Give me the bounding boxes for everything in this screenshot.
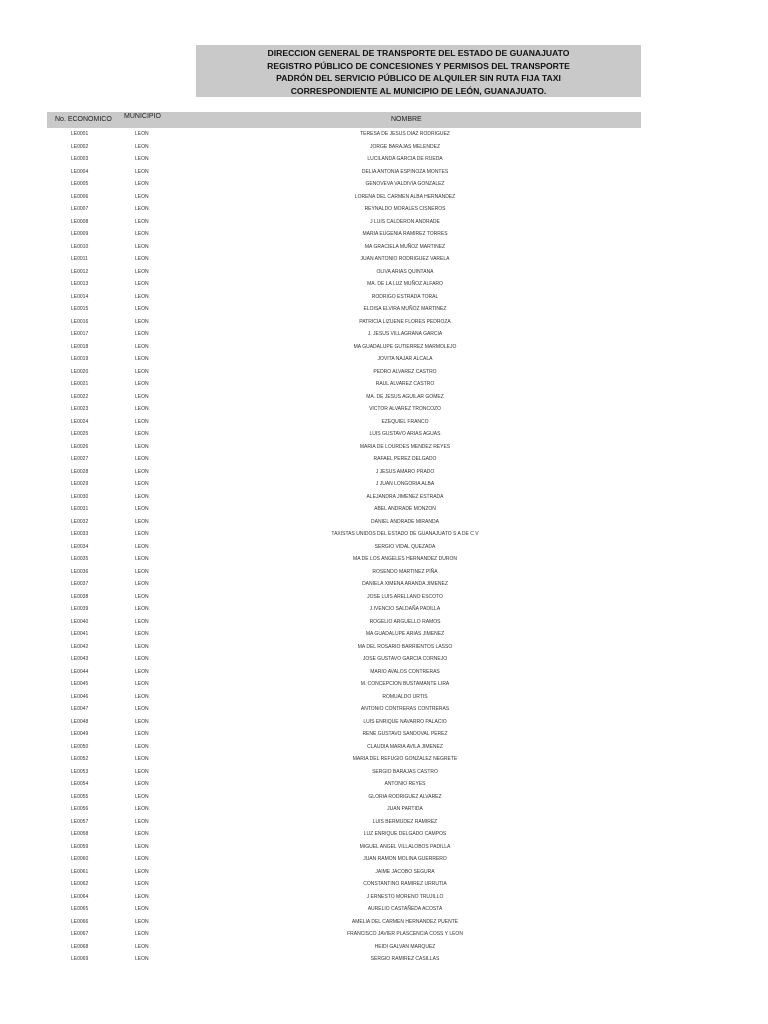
cell-nombre: SERGIO VIDAL QUEZADA <box>374 543 436 550</box>
cell-nombre: RAFAEL PEREZ DELGADO <box>373 456 437 462</box>
cell-nombre: PEDRO ALVAREZ CASTRO <box>373 368 437 375</box>
table-row <box>47 441 641 454</box>
cell-no-economico: LE0056 <box>71 806 89 812</box>
cell-nombre: JOSE LUIS ARELLANO ESCOTO <box>367 593 443 600</box>
cell-municipio: LEON <box>135 718 149 725</box>
table-row <box>47 241 641 254</box>
table-row <box>47 866 641 879</box>
table-row <box>47 491 641 504</box>
cell-nombre: JUAN RAMON MOLINA GUERRERO <box>363 856 447 862</box>
cell-nombre: DANIEL ANDRADE MIRANDA <box>371 518 439 525</box>
cell-no-economico: LE0018 <box>71 343 89 350</box>
cell-no-economico: LE0007 <box>71 206 89 212</box>
cell-no-economico: LE0002 <box>71 143 89 150</box>
cell-nombre: ROGELIO ARGUELLO RAMOS <box>369 618 441 625</box>
cell-municipio: LEON <box>135 943 149 950</box>
table-row <box>47 528 641 541</box>
table-row <box>47 941 641 954</box>
table-row <box>47 903 641 916</box>
cell-municipio: LEON <box>135 456 149 462</box>
table-row <box>47 678 641 691</box>
cell-nombre: J JESUS AMARO PRADO <box>375 468 435 475</box>
cell-municipio: LEON <box>135 343 149 350</box>
cell-nombre: DELIA ANTONIA ESPINOZA MONTES <box>361 168 449 175</box>
cell-no-economico: LE0057 <box>71 818 89 825</box>
cell-no-economico: LE0046 <box>71 693 89 700</box>
table-row <box>47 316 641 329</box>
cell-nombre: LUIS BERMUDEZ RAMIREZ <box>372 818 438 825</box>
cell-nombre: MA GUADALUPE ARIAS JIMENEZ <box>365 631 445 637</box>
cell-nombre: LUIS ENRIQUE NAVARRO PALACIO <box>363 718 447 725</box>
cell-no-economico: LE0035 <box>71 556 89 562</box>
table-row <box>47 466 641 479</box>
cell-no-economico: LE0029 <box>71 481 89 487</box>
cell-no-economico: LE0054 <box>71 781 89 787</box>
cell-nombre: JOSE GUSTAVO GARCIA CORNEJO <box>362 656 448 662</box>
table-row <box>47 666 641 679</box>
cell-nombre: SERGIO BARAJAS CASTRO <box>372 768 438 775</box>
cell-no-economico: LE0068 <box>71 943 89 950</box>
cell-no-economico: LE0050 <box>71 743 89 750</box>
cell-municipio: LEON <box>135 743 149 750</box>
table-row <box>47 653 641 666</box>
cell-nombre: J. JESUS VILLAGRANA GARCIA <box>367 331 443 337</box>
cell-no-economico: LE0016 <box>71 318 89 325</box>
cell-nombre: ANTONIO CONTRERAS CONTRERAS <box>360 706 450 712</box>
cell-no-economico: LE0011 <box>71 256 88 262</box>
table-row <box>47 778 641 791</box>
cell-no-economico: LE0032 <box>71 518 89 525</box>
cell-municipio: LEON <box>135 956 149 962</box>
cell-municipio: LEON <box>135 256 149 262</box>
cell-nombre: AURELIO CASTAÑEDA ACOSTA <box>367 906 443 912</box>
cell-no-economico: LE0066 <box>71 918 89 925</box>
cell-municipio: LEON <box>135 318 149 325</box>
cell-nombre: ROMUALDO URTIS <box>382 693 428 700</box>
header-title-line-4: CORRESPONDIENTE AL MUNICIPIO DE LEÓN, GUANAJUATO. <box>290 85 547 96</box>
table-row <box>47 366 641 379</box>
table-row <box>47 378 641 391</box>
table-row <box>47 878 641 891</box>
cell-nombre: DANIELA XIMENA ARANDA JIMENEZ <box>362 581 448 587</box>
table-row <box>47 616 641 629</box>
table-row <box>47 828 641 841</box>
cell-nombre: J ERNESTO MORENO TRUJILLO <box>366 893 444 900</box>
table-row <box>47 503 641 516</box>
cell-municipio: LEON <box>135 543 149 550</box>
cell-no-economico: LE0038 <box>71 593 89 600</box>
cell-municipio: LEON <box>135 468 149 475</box>
cell-no-economico: LE0067 <box>71 931 89 937</box>
cell-municipio: LEON <box>135 768 149 775</box>
table-row <box>47 141 641 154</box>
cell-municipio: LEON <box>135 231 149 237</box>
cell-nombre: MA. DE JESUS AGUILAR GOMEZ <box>366 393 444 400</box>
column-header-no-economico: No. ECONOMICO <box>55 116 112 123</box>
cell-no-economico: LE0055 <box>71 793 89 800</box>
cell-no-economico: LE0010 <box>71 243 89 250</box>
table-row <box>47 953 641 966</box>
cell-no-economico: LE0058 <box>71 831 89 837</box>
cell-no-economico: LE0026 <box>71 443 89 450</box>
table-row <box>47 291 641 304</box>
table-row <box>47 853 641 866</box>
table-row <box>47 303 641 316</box>
table-row <box>47 728 641 741</box>
table-row <box>47 553 641 566</box>
table-row <box>47 453 641 466</box>
cell-no-economico: LE0037 <box>71 581 89 587</box>
cell-municipio: LEON <box>135 818 149 825</box>
cell-nombre: ROSENDO MARTINEZ PIÑA <box>372 568 438 575</box>
cell-nombre: CLAUDIA MARIA AVILA JIMENEZ <box>367 743 443 750</box>
table-row <box>47 128 641 141</box>
table-row <box>47 203 641 216</box>
cell-no-economico: LE0030 <box>71 493 89 500</box>
cell-nombre: J LUIS CALDERON ANDRADE <box>370 218 440 225</box>
cell-no-economico: LE0021 <box>71 381 89 387</box>
cell-municipio: LEON <box>135 806 149 812</box>
cell-municipio: LEON <box>135 881 149 887</box>
cell-municipio: LEON <box>135 506 149 512</box>
cell-municipio: LEON <box>135 556 149 562</box>
table-row <box>47 841 641 854</box>
table-row <box>47 191 641 204</box>
cell-municipio: LEON <box>135 368 149 375</box>
table-row <box>47 691 641 704</box>
cell-no-economico: LE0061 <box>71 868 89 875</box>
cell-nombre: EZEQUIEL FRANCO <box>381 418 429 425</box>
table-row <box>47 628 641 641</box>
cell-municipio: LEON <box>135 868 149 875</box>
cell-municipio: LEON <box>135 781 149 787</box>
table-row <box>47 478 641 491</box>
cell-nombre: VICTOR ALVAREZ TRONCOZO <box>369 406 441 412</box>
cell-municipio: LEON <box>135 143 149 150</box>
cell-municipio: LEON <box>135 906 149 912</box>
cell-municipio: LEON <box>135 731 149 737</box>
cell-no-economico: LE0036 <box>71 568 89 575</box>
table-row <box>47 428 641 441</box>
cell-municipio: LEON <box>135 856 149 862</box>
table-row <box>47 641 641 654</box>
cell-municipio: LEON <box>135 331 149 337</box>
cell-no-economico: LE0006 <box>71 193 89 200</box>
cell-no-economico: LE0023 <box>71 406 89 412</box>
table-row <box>47 791 641 804</box>
table-row <box>47 766 641 779</box>
cell-no-economico: LE0034 <box>71 543 89 550</box>
header-title-line-2: REGISTRO PÚBLICO DE CONCESIONES Y PERMISOS DEL TRANSPORTE <box>267 60 570 71</box>
cell-municipio: LEON <box>135 531 149 537</box>
cell-municipio: LEON <box>135 281 149 287</box>
cell-no-economico: LE0042 <box>71 643 89 650</box>
cell-nombre: LUZ ENRIQUE DELGADO CAMPOS <box>363 831 447 837</box>
cell-nombre: M. CONCEPCION BUSTAMANTE LIRA <box>360 681 450 687</box>
cell-nombre: RENE GUSTAVO SANDOVAL PEREZ <box>362 731 448 737</box>
table-row <box>47 578 641 591</box>
cell-municipio: LEON <box>135 293 149 300</box>
table-row <box>47 178 641 191</box>
cell-municipio: LEON <box>135 793 149 800</box>
cell-no-economico: LE0047 <box>71 706 89 712</box>
table-row <box>47 703 641 716</box>
cell-nombre: ELOISA ELVIRA MUÑOZ MARTINEZ <box>363 306 447 312</box>
cell-nombre: MA DE LOS ANGELES HERNANDEZ DURON <box>353 556 457 562</box>
cell-nombre: AMELIA DEL CARMEN HERNANDEZ PUENTE <box>351 918 459 925</box>
cell-municipio: LEON <box>135 443 149 450</box>
cell-no-economico: LE0048 <box>71 718 89 725</box>
cell-municipio: LEON <box>135 568 149 575</box>
cell-nombre: ABEL ANDRADE MONZON <box>374 506 436 512</box>
table-row <box>47 541 641 554</box>
cell-no-economico: LE0028 <box>71 468 89 475</box>
cell-municipio: LEON <box>135 693 149 700</box>
cell-nombre: MA GRACIELA MUÑOZ MARTINEZ <box>364 243 446 250</box>
cell-no-economico: LE0013 <box>71 281 89 287</box>
cell-municipio: LEON <box>135 156 149 162</box>
cell-nombre: REYNALDO MORALES CISNEROS <box>364 206 446 212</box>
cell-municipio: LEON <box>135 831 149 837</box>
cell-no-economico: LE0008 <box>71 218 89 225</box>
cell-nombre: ALEJANDRA JIMENEZ ESTRADA <box>366 493 444 500</box>
cell-nombre: LUIS GUSTAVO ARIAS AGUAS <box>369 431 441 437</box>
cell-no-economico: LE0052 <box>71 756 89 762</box>
cell-municipio: LEON <box>135 181 149 187</box>
cell-no-economico: LE0015 <box>71 306 89 312</box>
table-row <box>47 803 641 816</box>
header-title-line-1: DIRECCION GENERAL DE TRANSPORTE DEL ESTADO DE GUANAJUATO <box>267 48 570 58</box>
cell-municipio: LEON <box>135 581 149 587</box>
cell-nombre: CONSTANTINO RAMIREZ URRUTIA <box>363 881 447 887</box>
cell-municipio: LEON <box>135 218 149 225</box>
cell-municipio: LEON <box>135 431 149 437</box>
cell-nombre: JORGE BARAJAS MELENDEZ <box>369 143 440 150</box>
cell-no-economico: LE0024 <box>71 418 89 425</box>
cell-no-economico: LE0045 <box>71 681 89 687</box>
cell-no-economico: LE0049 <box>71 731 89 737</box>
cell-municipio: LEON <box>135 243 149 250</box>
table-row <box>47 928 641 941</box>
cell-nombre: PATRICIA LIZUENE FLORES PEDROZA <box>359 318 451 325</box>
cell-no-economico: LE0041 <box>71 631 89 637</box>
cell-nombre: ANTONIO REYES <box>384 781 426 787</box>
cell-municipio: LEON <box>135 393 149 400</box>
table-row <box>47 916 641 929</box>
cell-no-economico: LE0060 <box>71 856 89 862</box>
cell-no-economico: LE0005 <box>71 181 89 187</box>
cell-no-economico: LE0069 <box>71 956 89 962</box>
cell-municipio: LEON <box>135 893 149 900</box>
table-row <box>47 403 641 416</box>
cell-no-economico: LE0033 <box>71 531 89 537</box>
table-row <box>47 716 641 729</box>
cell-nombre: LUCILANDA GARCIA DE RUEDA <box>367 156 443 162</box>
cell-municipio: LEON <box>135 193 149 200</box>
cell-no-economico: LE0019 <box>71 356 89 362</box>
cell-municipio: LEON <box>135 168 149 175</box>
cell-nombre: LORENA DEL CARMEN ALBA HERNANDEZ <box>354 193 456 200</box>
table-row <box>47 353 641 366</box>
cell-no-economico: LE0001 <box>71 131 89 137</box>
cell-municipio: LEON <box>135 756 149 762</box>
cell-no-economico: LE0009 <box>71 231 89 237</box>
cell-nombre: J JUAN LONGORIA ALBA <box>375 481 435 487</box>
cell-no-economico: LE0043 <box>71 656 89 662</box>
cell-municipio: LEON <box>135 418 149 425</box>
cell-nombre: GENOVEVA VALDIVIA GONZALEZ <box>365 181 445 187</box>
cell-nombre: JAIME JACOBO SEGURA <box>375 868 435 875</box>
cell-nombre: MARIO AVALOS CONTRERAS <box>370 668 440 675</box>
cell-no-economico: LE0064 <box>71 893 89 900</box>
cell-municipio: LEON <box>135 631 149 637</box>
cell-municipio: LEON <box>135 593 149 600</box>
cell-nombre: MA DEL ROSARIO BARRIENTOS LASSO <box>357 643 453 650</box>
table-row <box>47 816 641 829</box>
table-row <box>47 566 641 579</box>
cell-municipio: LEON <box>135 356 149 362</box>
table-row <box>47 603 641 616</box>
cell-no-economico: LE0017 <box>71 331 89 337</box>
table-row <box>47 891 641 904</box>
cell-no-economico: LE0003 <box>71 156 89 162</box>
table-row <box>47 253 641 266</box>
cell-municipio: LEON <box>135 481 149 487</box>
cell-no-economico: LE0004 <box>71 168 89 175</box>
cell-no-economico: LE0062 <box>71 881 89 887</box>
cell-municipio: LEON <box>135 606 149 612</box>
cell-nombre: JUAN PARTIDA <box>387 806 423 812</box>
table-row <box>47 153 641 166</box>
cell-municipio: LEON <box>135 381 149 387</box>
cell-nombre: MARIA DEL REFUGIO GONZALEZ NEGRETE <box>352 756 458 762</box>
cell-municipio: LEON <box>135 268 149 275</box>
cell-nombre: MA. DE LA LUZ MUÑOZ ALFARO <box>367 281 443 287</box>
cell-nombre: FRANCISCO JAVIER PLASCENCIA COSS Y LEON <box>347 931 463 937</box>
cell-no-economico: LE0012 <box>71 268 89 275</box>
table-row <box>47 166 641 179</box>
cell-nombre: RODRIGO ESTRADA TORAL <box>371 293 439 300</box>
cell-municipio: LEON <box>135 518 149 525</box>
cell-nombre: HEIDI GALVAN MARQUEZ <box>374 943 436 950</box>
cell-no-economico: LE0053 <box>71 768 89 775</box>
table-body <box>47 128 641 966</box>
table-row <box>47 591 641 604</box>
cell-no-economico: LE0039 <box>71 606 89 612</box>
cell-no-economico: LE0020 <box>71 368 89 375</box>
cell-no-economico: LE0031 <box>71 506 89 512</box>
table-row <box>47 416 641 429</box>
cell-nombre: MIGUEL ANGEL VILLALOBOS PADILLA <box>359 843 451 850</box>
cell-municipio: LEON <box>135 131 149 137</box>
table-row <box>47 228 641 241</box>
cell-nombre: MA GUADALUPE GUTIERREZ MARMOLEJO <box>353 343 457 350</box>
document-header <box>196 45 641 97</box>
cell-nombre: MARIA EUGENIA RAMIREZ TORRES <box>362 231 448 237</box>
cell-nombre: TAXISTAS UNIDOS DEL ESTADO DE GUANAJUATO S A DE C V <box>331 531 479 537</box>
table-row <box>47 753 641 766</box>
table-row <box>47 278 641 291</box>
column-header-municipio: MUNICIPIO <box>124 113 161 120</box>
cell-no-economico: LE0025 <box>71 431 89 437</box>
header-title-line-3: PADRÓN DEL SERVICIO PÚBLICO DE ALQUILER SIN RUTA FIJA TAXI <box>276 73 561 83</box>
table-row <box>47 516 641 529</box>
cell-municipio: LEON <box>135 493 149 500</box>
cell-no-economico: LE0059 <box>71 843 89 850</box>
cell-municipio: LEON <box>135 306 149 312</box>
cell-no-economico: LE0027 <box>71 456 89 462</box>
cell-nombre: OLIVA ARIAS QUINTANA <box>376 268 434 275</box>
cell-no-economico: LE0022 <box>71 393 89 400</box>
cell-municipio: LEON <box>135 843 149 850</box>
cell-nombre: TERESA DE JESUS DIAZ RODRIGUEZ <box>360 131 450 137</box>
cell-municipio: LEON <box>135 931 149 937</box>
cell-municipio: LEON <box>135 206 149 212</box>
cell-nombre: RAUL ALVAREZ CASTRO <box>375 381 435 387</box>
cell-municipio: LEON <box>135 668 149 675</box>
table-row <box>47 266 641 279</box>
cell-nombre: MARIA DE LOURDES MENDEZ REYES <box>359 443 451 450</box>
cell-municipio: LEON <box>135 681 149 687</box>
table-row <box>47 216 641 229</box>
cell-municipio: LEON <box>135 706 149 712</box>
cell-municipio: LEON <box>135 618 149 625</box>
table-row <box>47 328 641 341</box>
cell-municipio: LEON <box>135 918 149 925</box>
table-row <box>47 741 641 754</box>
cell-no-economico: LE0065 <box>71 906 89 912</box>
table-row <box>47 391 641 404</box>
cell-nombre: J.IVENCIO SALDAÑA PADILLA <box>369 606 441 612</box>
cell-no-economico: LE0044 <box>71 668 89 675</box>
cell-no-economico: LE0040 <box>71 618 89 625</box>
cell-nombre: SERGIO RAMIREZ CASILLAS <box>370 956 440 962</box>
table-header <box>47 112 641 128</box>
cell-nombre: JOVITA NAJAR ALCALA <box>377 356 433 362</box>
table-row <box>47 341 641 354</box>
cell-municipio: LEON <box>135 406 149 412</box>
column-header-nombre: NOMBRE <box>391 116 422 123</box>
cell-nombre: JUAN ANTONIO RODRIGUEZ VARELA <box>360 256 450 262</box>
cell-nombre: GLORIA RODRIGUEZ ALVAREZ <box>368 793 442 800</box>
cell-municipio: LEON <box>135 656 149 662</box>
cell-no-economico: LE0014 <box>71 293 89 300</box>
cell-municipio: LEON <box>135 643 149 650</box>
